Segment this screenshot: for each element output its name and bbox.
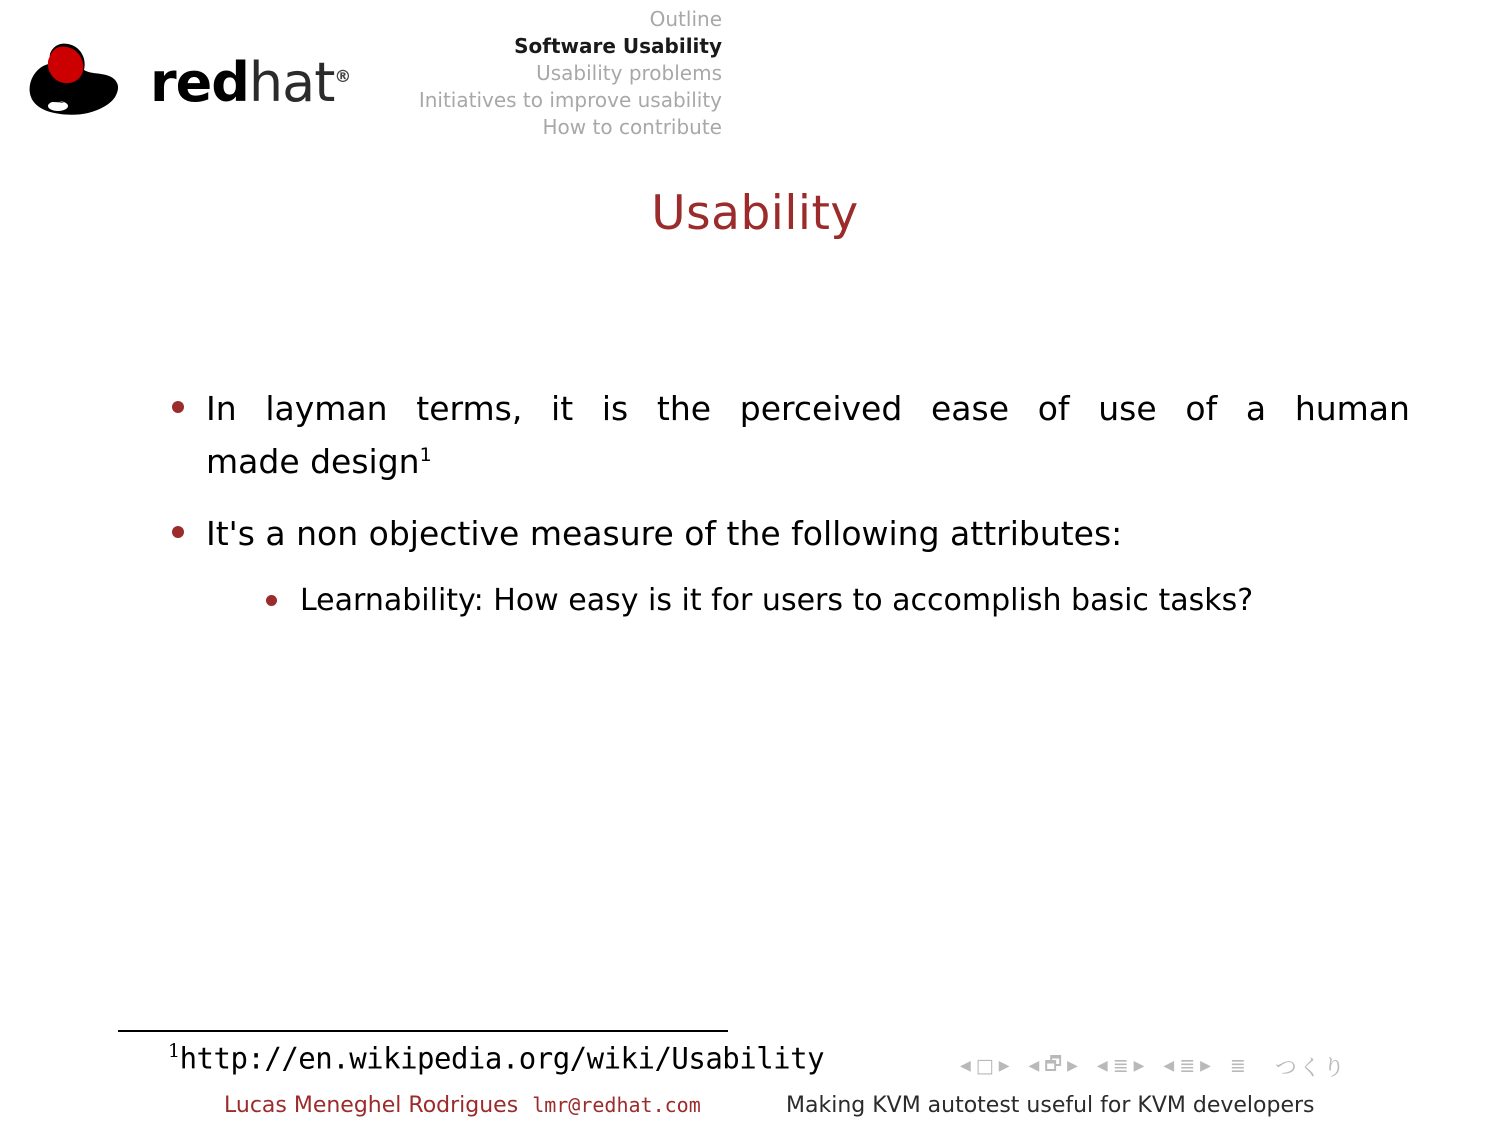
footer-author-email[interactable]: lmr@redhat.com (532, 1093, 701, 1117)
bullet-word: human (1294, 389, 1410, 428)
prev-arrow-icon[interactable]: ◀ (1163, 1058, 1175, 1074)
bullet-dot-icon (172, 526, 184, 538)
prev-arrow-icon[interactable]: ◀ (1096, 1058, 1108, 1074)
page-title: Usability (651, 186, 859, 241)
next-arrow-icon[interactable]: ▶ (998, 1058, 1010, 1074)
bullet-item-1-line2-text: made design (206, 442, 420, 482)
footnote-marker-inline[interactable]: 1 (419, 444, 432, 467)
nav-item-outline[interactable]: Outline (649, 7, 722, 31)
nav-item-usability-problems[interactable]: Usability problems (536, 61, 722, 85)
prev-arrow-icon[interactable]: ◀ (1028, 1058, 1040, 1074)
bullet-word: layman (265, 389, 388, 428)
bullet-item-2 (150, 507, 1410, 560)
footer-author-name: Lucas Meneghel Rodrigues (224, 1093, 519, 1118)
nav-group-slide[interactable] (960, 1055, 1010, 1077)
section-icon[interactable]: ≣ (1179, 1055, 1196, 1077)
nav-group-frame[interactable] (1029, 1050, 1078, 1082)
bullet-item-1-line2 (206, 435, 1410, 488)
redhat-logo (28, 32, 351, 122)
logo-trademark: ® (334, 67, 351, 87)
logo-text-hat: hat (248, 51, 335, 114)
subsection-icon[interactable]: ≣ (1112, 1055, 1129, 1077)
next-arrow-icon[interactable]: ▶ (1067, 1058, 1078, 1074)
slide-square-icon[interactable]: □ (975, 1055, 994, 1077)
bullet-item-1 (150, 382, 1410, 489)
bullet-word: of (1185, 389, 1218, 428)
redhat-shadowman-icon (28, 40, 146, 120)
redhat-wordmark (150, 51, 351, 114)
next-arrow-icon[interactable]: ▶ (1133, 1058, 1145, 1074)
bullet-word: terms, (416, 389, 523, 428)
bullet-item-2-text: It's a non objective measure of the following attributes: (206, 513, 1123, 553)
bullet-word: of (1037, 389, 1070, 428)
bullet-word: a (1245, 389, 1267, 428)
bullet-word: use (1098, 389, 1157, 428)
bullet-word: In (206, 389, 237, 428)
bullet-dot-icon (172, 401, 184, 413)
slide-content (150, 382, 1410, 623)
footnote (168, 1040, 824, 1076)
bullet-word: the (656, 389, 712, 428)
footer-author (224, 1093, 701, 1118)
bullet-word: ease (931, 389, 1010, 428)
next-arrow-icon[interactable]: ▶ (1200, 1058, 1211, 1074)
presentation-nav-controls[interactable] (960, 1050, 1480, 1082)
bullet-word: perceived (739, 389, 903, 428)
sub-bullet-item-1-text: Learnability: How easy is it for users to accomplish basic tasks? (300, 583, 1254, 619)
sub-bullet-item-1 (150, 578, 1410, 623)
nav-group-section[interactable] (1163, 1055, 1210, 1077)
nav-item-initiatives-to-improve-usability[interactable]: Initiatives to improve usability (418, 88, 722, 112)
nav-item-software-usability[interactable]: Software Usability (514, 34, 722, 58)
nav-item-how-to-contribute[interactable]: How to contribute (542, 115, 722, 139)
nav-group-subsection[interactable] (1097, 1055, 1144, 1077)
sub-bullet-dot-icon (266, 595, 277, 606)
footnote-url-link[interactable]: http://en.wikipedia.org/wiki/Usability (179, 1041, 825, 1076)
back-forward-icons[interactable]: つくり (1274, 1055, 1347, 1081)
footer-talk-title: Making KVM autotest useful for KVM developers (786, 1093, 1315, 1118)
frame-icon[interactable]: 🗗 (1044, 1053, 1063, 1075)
footnote-divider (118, 1030, 728, 1032)
prev-arrow-icon[interactable]: ◀ (960, 1058, 971, 1074)
footnote-marker: 1 (168, 1040, 180, 1062)
bullet-item-1-line1 (206, 382, 1410, 435)
slide-header (0, 0, 1510, 150)
logo-text-red: red (150, 51, 249, 114)
document-icon[interactable]: ≣ (1229, 1055, 1246, 1077)
bullet-word: is (601, 389, 629, 428)
section-nav (330, 6, 722, 141)
bullet-word: it (551, 389, 574, 428)
